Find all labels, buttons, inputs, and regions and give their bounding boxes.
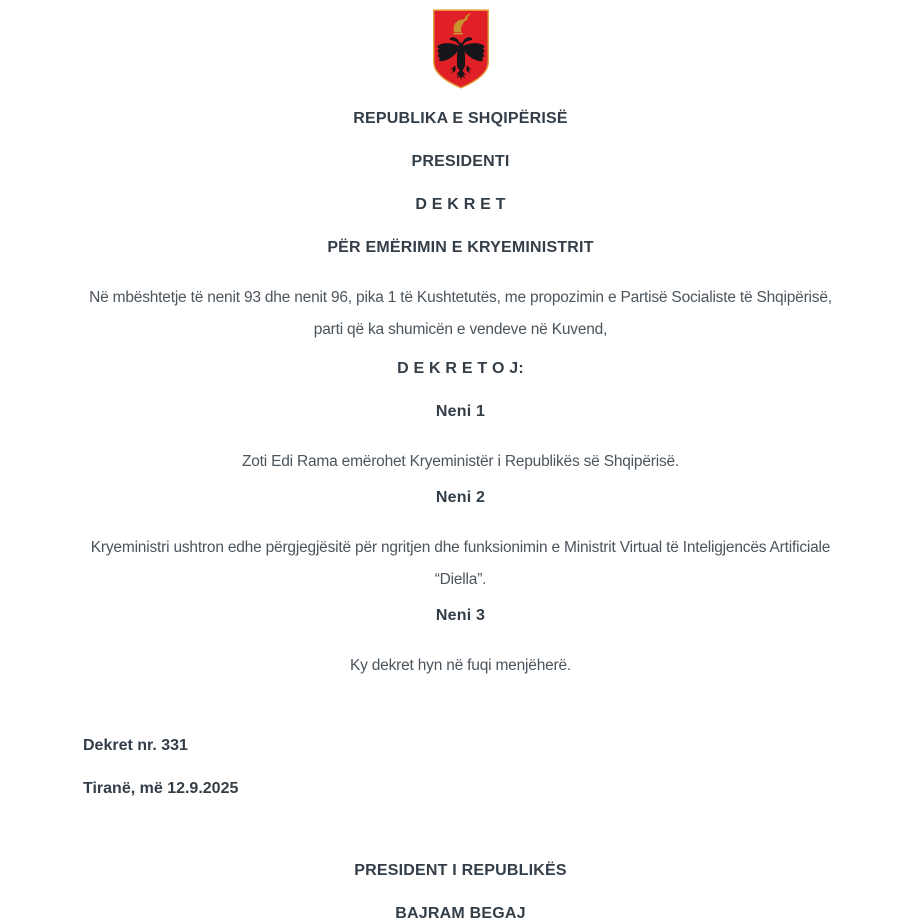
article-1-line: Zoti Edi Rama emërohet Kryeministër i Republikës së Shqipërisë. [241, 453, 680, 470]
article-2-line: Kryeministri ushtron edhe përgjegjësitë për ngritjen dhe funksionimin e Ministrit Virtual të Inteligjencës Artificiale [90, 539, 831, 556]
preamble-paragraph [83, 282, 838, 346]
article-1-heading: Neni 1 [435, 403, 486, 420]
enacting-word-heading: D E K R E T O J: [397, 360, 524, 377]
article-2-heading: Neni 2 [435, 489, 486, 506]
coat-of-arms-icon [432, 8, 490, 90]
decree-document [83, 8, 838, 922]
signature-name: BAJRAM BEGAJ [395, 905, 526, 922]
preamble-line: Në mbështetje të nenit 93 dhe nenit 96, pika 1 të Kushtetutës, me propozimin e Partisë Socialiste të Shqipërisë, [89, 289, 832, 306]
decree-number: Dekret nr. 331 [83, 737, 188, 754]
decree-subject-heading: PËR EMËRIMIN E KRYEMINISTRIT [327, 239, 594, 256]
page [0, 8, 921, 922]
article-3-heading: Neni 3 [435, 607, 486, 624]
signature-title: PRESIDENT I REPUBLIKËS [354, 862, 567, 879]
republic-title: REPUBLIKA E SHQIPËRISË [353, 110, 568, 127]
decree-meta-block [83, 737, 838, 797]
article-2-line: “Diella”. [434, 571, 487, 588]
decree-place-date: Tiranë, më 12.9.2025 [83, 780, 239, 797]
signature-block [83, 862, 838, 922]
article-3-text [83, 650, 838, 682]
albania-coat-of-arms-emblem [432, 8, 490, 90]
article-2-text [83, 532, 838, 596]
decree-word-heading: D E K R E T [415, 196, 506, 213]
article-3-line: Ky dekret hyn në fuqi menjëherë. [349, 657, 572, 674]
institution-title: PRESIDENTI [411, 153, 510, 170]
article-1-text [83, 446, 838, 478]
preamble-line: parti që ka shumicën e vendeve në Kuvend, [313, 321, 608, 338]
